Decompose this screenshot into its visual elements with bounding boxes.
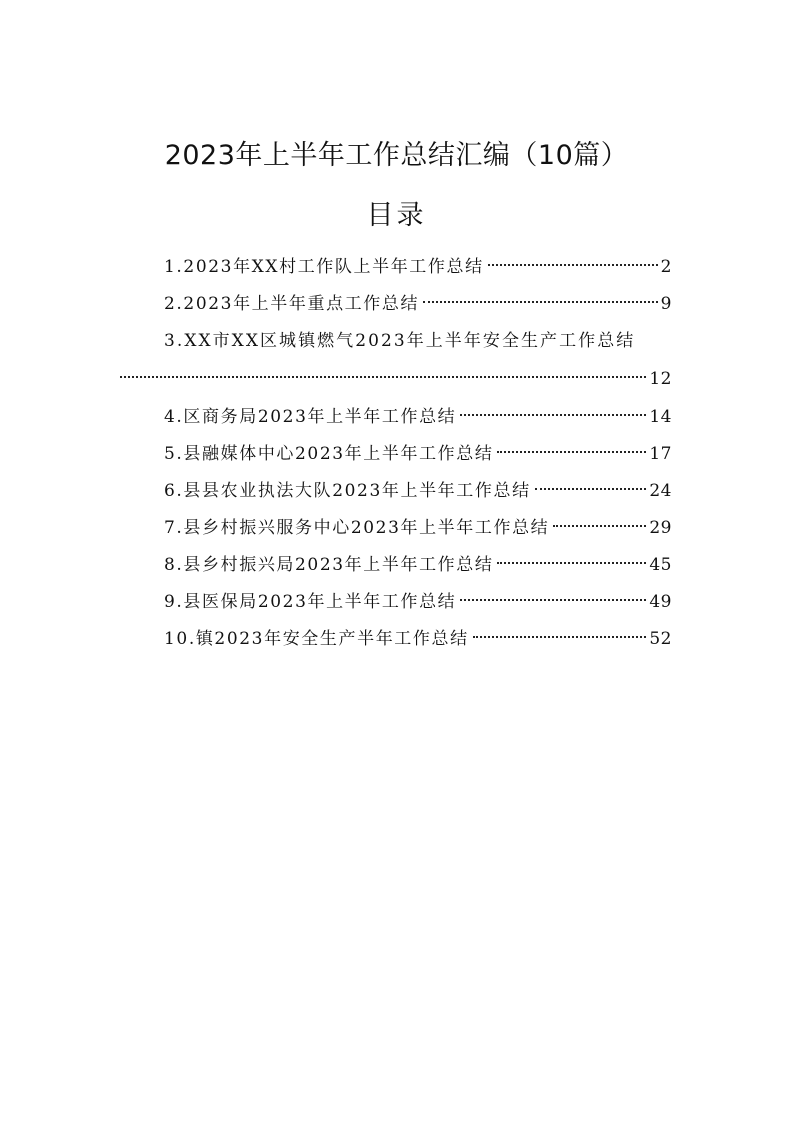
toc-entry-title: 10.镇2023年安全生产半年工作总结 (164, 629, 469, 649)
toc-entry-page: 9 (660, 294, 672, 314)
toc-entry-page: 49 (649, 592, 672, 612)
toc-entry[interactable] (120, 621, 672, 658)
toc-leader-dots (497, 562, 646, 564)
toc-entry-title: 4.区商务局2023年上半年工作总结 (164, 407, 457, 427)
toc-leader-dots (120, 376, 646, 378)
toc-entry[interactable] (120, 584, 672, 621)
toc-leader-dots (423, 301, 658, 303)
toc-leader-dots (460, 414, 646, 416)
toc-entry-title: 2.2023年上半年重点工作总结 (164, 294, 420, 314)
toc-entry[interactable] (120, 249, 672, 286)
toc-leader-dots (497, 451, 646, 453)
toc-leader-dots (535, 488, 647, 490)
toc-leader-dots (460, 599, 646, 601)
table-of-contents (120, 249, 672, 658)
toc-entry[interactable] (120, 323, 672, 361)
toc-entry-page: 45 (649, 555, 672, 575)
toc-leader-dots (473, 636, 647, 638)
toc-entry[interactable] (120, 473, 672, 510)
toc-entry-title: 8.县乡村振兴局2023年上半年工作总结 (164, 555, 494, 575)
toc-heading: 目录 (366, 200, 427, 231)
toc-entry[interactable] (120, 286, 672, 323)
toc-entry-page: 29 (649, 518, 672, 538)
toc-leader-dots (488, 264, 658, 266)
toc-entry[interactable] (120, 399, 672, 436)
toc-entry-page: 52 (649, 629, 672, 649)
toc-entry[interactable] (120, 510, 672, 547)
toc-entry[interactable] (120, 547, 672, 584)
toc-entry-page: 2 (660, 257, 672, 277)
toc-entry-page: 24 (649, 481, 672, 501)
toc-entry[interactable] (120, 436, 672, 473)
document-title: 2023年上半年工作总结汇编（10篇） (164, 140, 629, 171)
toc-entry-title: 3.XX市XX区城镇燃气2023年上半年安全生产工作总结 (164, 331, 636, 351)
toc-entry-title: 5.县融媒体中心2023年上半年工作总结 (164, 444, 494, 464)
toc-entry-page: 12 (649, 369, 672, 389)
toc-entry-title: 1.2023年XX村工作队上半年工作总结 (164, 257, 484, 277)
toc-entry-title: 6.县县农业执法大队2023年上半年工作总结 (164, 481, 531, 501)
toc-entry-title: 9.县医保局2023年上半年工作总结 (164, 592, 457, 612)
toc-entry-continuation[interactable] (120, 361, 672, 399)
toc-entry-page: 14 (649, 407, 672, 427)
toc-entry-title: 7.县乡村振兴服务中心2023年上半年工作总结 (164, 518, 550, 538)
toc-entry-page: 17 (649, 444, 672, 464)
toc-leader-dots (553, 525, 646, 527)
